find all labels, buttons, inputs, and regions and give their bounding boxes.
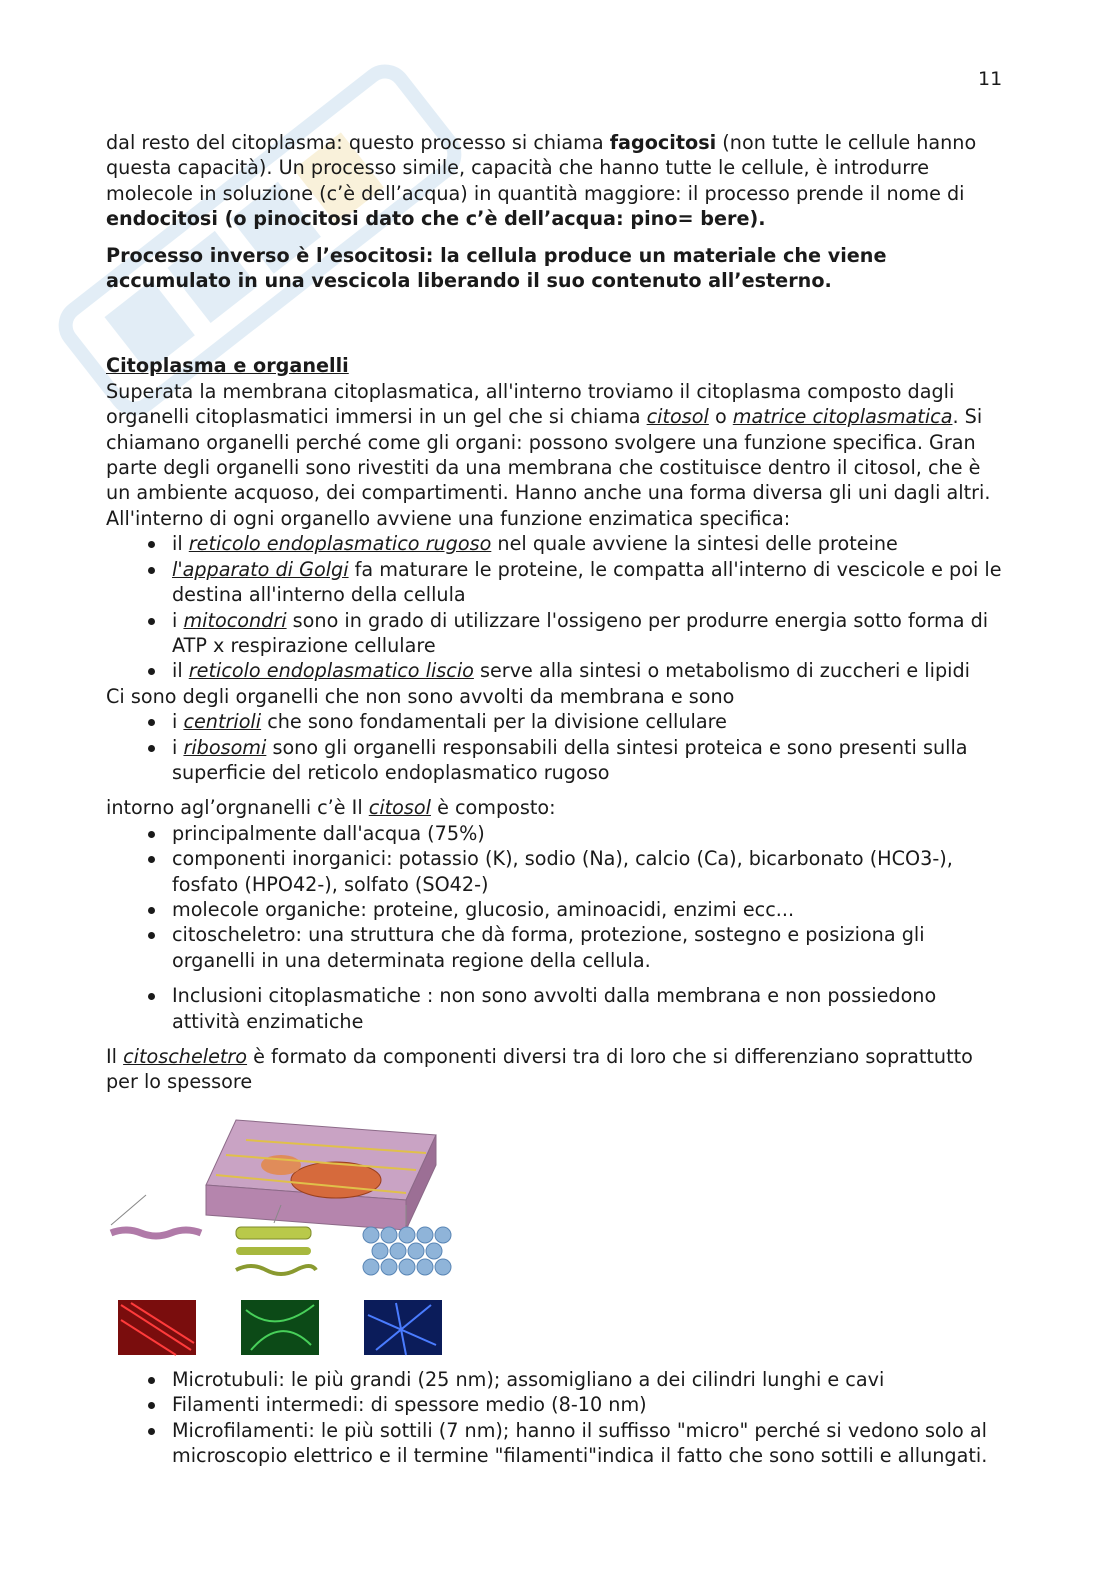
inclusioni-list: [106, 983, 1006, 1034]
list-item: principalmente dall'acqua (75%): [172, 821, 1006, 846]
list-item: Filamenti intermedi: di spessore medio (8-10 nm): [172, 1392, 1006, 1417]
term-endocitosi: endocitosi (o pinocitosi dato che c’è dell’acqua: pino= bere).: [106, 207, 766, 231]
page-content: [106, 130, 1006, 1468]
page-number: 11: [978, 68, 1003, 90]
list-item: i ribosomi sono gli organelli responsabili della sintesi proteica e sono presenti sulla superficie del reticolo endoplasmatico rugoso: [172, 735, 1006, 786]
list-item: citoscheletro: una struttura che dà forma, protezione, sostegno e posiziona gli organelli in una determinata regione della cellula.: [172, 922, 1006, 973]
paragraph-fagocitosi: dal resto del citoplasma: questo processo si chiama fagocitosi (non tutte le cellule hanno questa capacità). Un processo simile, capacità che hanno tutte le cellule, è introdurre molecole in soluzione (c’è dell’acqua) in quantità maggiore: il processo prende il nome di endocitosi (o pinocitosi dato che c’è dell’acqua: pino= bere).: [106, 131, 977, 231]
list-item: i centrioli che sono fondamentali per la divisione cellulare: [172, 709, 1006, 734]
list-item: Inclusioni citoplasmatiche : non sono avvolti dalla membrana e non possiedono attività enzimatiche: [172, 983, 1006, 1034]
list-item: Microfilamenti: le più sottili (7 nm); hanno il suffisso "micro" perché si vedono solo al microscopio elettrico e il termine "filamenti"indica il fatto che sono sottili e allungati.: [172, 1418, 1006, 1469]
cytoskeleton-components-list: [106, 1367, 1006, 1469]
section-title: Citoplasma e organelli: [106, 354, 349, 378]
list-item: i mitocondri sono in grado di utilizzare l'ossigeno per produrre energia sotto forma di ATP x respirazione cellulare: [172, 608, 1006, 659]
list-item: molecole organiche: proteine, glucosio, aminoacidi, enzimi ecc...: [172, 897, 1006, 922]
citosol-composition-list: [106, 821, 1006, 973]
paragraph-non-membrana: Ci sono degli organelli che non sono avvolti da membrana e sono: [106, 684, 735, 708]
list-item: il reticolo endoplasmatico liscio serve alla sintesi o metabolismo di zuccheri e lipidi: [172, 658, 1006, 683]
term-fagocitosi: fagocitosi: [609, 131, 717, 154]
paragraph-citoscheletro: Il citoscheletro è formato da componenti diversi tra di loro che si differenziano soprattutto per lo spessore: [106, 1045, 973, 1094]
cytoskeleton-figure: [106, 1105, 476, 1367]
paragraph-esocitosi: Processo inverso è l’esocitosi: la cellula produce un materiale che viene accumulato in una vescicola liberando il suo contenuto all’esterno.: [106, 243, 887, 293]
organelli-senza-membrana-list: [106, 709, 1006, 785]
paragraph-citoplasma: Superata la membrana citoplasmatica, all'interno troviamo il citoplasma composto dagli organelli citoplasmatici immersi in un gel che si chiama citosol o matrice citoplasmatica. Si chiamano organelli perché come gli organi: possono svolgere una funzione specifica. Gran parte degli organelli sono rivestiti da una membrana che costituisce dentro il citosol, che è un ambiente acquoso, dei compartimenti. Hanno anche una forma diversa gli uni dagli altri. All'interno di ogni organello avviene una funzione enzimatica specifica:: [106, 379, 991, 530]
paragraph-citosol: intorno agl’orgnanelli c’è Il citosol è composto:: [106, 796, 556, 820]
list-item: Microtubuli: le più grandi (25 nm); assomigliano a dei cilindri lunghi e cavi: [172, 1367, 1006, 1392]
list-item: l'apparato di Golgi fa maturare le proteine, le compatta all'interno di vescicole e poi le destina all'interno della cellula: [172, 557, 1006, 608]
organelli-membrana-list: [106, 531, 1006, 683]
list-item: il reticolo endoplasmatico rugoso nel quale avviene la sintesi delle proteine: [172, 531, 1006, 556]
list-item: componenti inorganici: potassio (K), sodio (Na), calcio (Ca), bicarbonato (HCO3-), fosfato (HPO42-), solfato (SO42-): [172, 846, 1006, 897]
